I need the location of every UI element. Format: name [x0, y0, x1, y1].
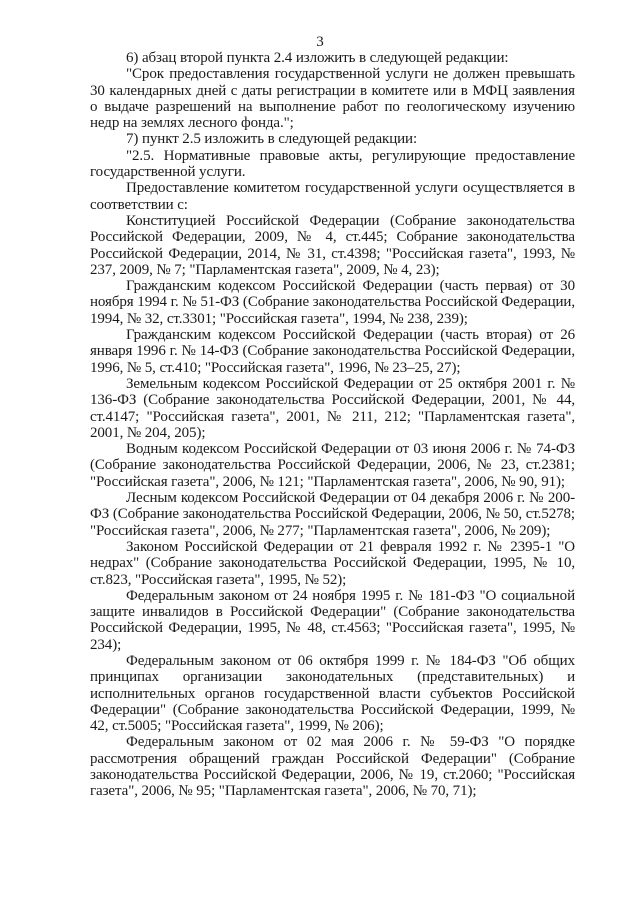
legal-act-civil-code-part2: Гражданским кодексом Российской Федерации (часть вторая) от 26 января 1996 г. № 14-ФЗ (Собрание законодательства Российской Федерации, 1996, № 5, ст.410; "Российская газета", 1996, № 23–25, 27);	[90, 327, 575, 376]
document-body	[90, 50, 575, 800]
legal-act-constitution: Конституцией Российской Федерации (Собрание законодательства Российской Федерации, 2009, № 4, ст.445; Собрание законодательства Российской Федерации, 2014, № 31, ст.4398; "Российская газета", 1993, № 237, 2009, № 7; "Парламентская газета", 2009, № 4, 23);	[90, 212, 575, 278]
legal-act-land-code: Земельным кодексом Российской Федерации от 25 октября 2001 г. № 136-ФЗ (Собрание законодательства Российской Федерации, 2001, № 44, ст.4147; "Российская газета", 2001, № 211, 212; "Парламентская газета", 2001, № 204, 205);	[90, 375, 575, 441]
service-deadline-text: "Срок предоставления государственной услуги не должен превышать 30 календарных дней с даты регистрации в комитете или в МФЦ заявления о выдаче разрешений на выполнение работ по геологическому изучению недр на землях лесного фонда.";	[90, 66, 575, 132]
page-number: 3	[316, 34, 324, 50]
legal-act-forest-code: Лесным кодексом Российской Федерации от 04 декабря 2006 г. № 200-ФЗ (Собрание законодательства Российской Федерации, 2006, № 50, ст.5278; "Российская газета", 2006, № 277; "Парламентская газета", 2006, № 209);	[90, 490, 575, 539]
legal-act-civil-code-part1: Гражданским кодексом Российской Федерации (часть первая) от 30 ноября 1994 г. № 51-ФЗ (Собрание законодательства Российской Федерации, 1994, № 32, ст.3301; "Российская газета", 1994, № 238, 239);	[90, 278, 575, 327]
legal-act-subsoil-law: Законом Российской Федерации от 21 февраля 1992 г. № 2395-1 "О недрах" (Собрание законодательства Российской Федерации, 1995, № 10, ст.823, "Российская газета", 1995, № 52);	[90, 538, 575, 588]
legal-act-disabled-protection: Федеральным законом от 24 ноября 1995 г. № 181-ФЗ "О социальной защите инвалидов в Российской Федерации" (Собрание законодательства Российской Федерации, 1995, № 48, ст.4563; "Российская газета", 1995, № 234);	[90, 587, 575, 653]
amendment-item-6: 6) абзац второй пункта 2.4 изложить в следующей редакции:	[126, 50, 509, 66]
section-2-5-heading: "2.5. Нормативные правовые акты, регулирующие предоставление государственной услуги.	[90, 147, 575, 181]
legal-basis-intro: Предоставление комитетом государственной услуги осуществляется в соответствии с:	[90, 180, 575, 213]
legal-act-water-code: Водным кодексом Российской Федерации от 03 июня 2006 г. № 74-ФЗ (Собрание законодательства Российской Федерации, 2006, № 23, ст.2381; "Российская газета", 2006, № 121; "Парламентская газета", 2006, № 90, 91);	[90, 441, 575, 490]
amendment-item-7: 7) пункт 2.5 изложить в следующей редакции:	[126, 131, 418, 148]
legal-act-citizen-appeals: Федеральным законом от 02 мая 2006 г. № 59-ФЗ "О порядке рассмотрения обращений граждан Российской Федерации" (Собрание законодательства Российской Федерации, 2006, № 19, ст.2060; "Российская газета", 2006, № 95; "Парламентская газета", 2006, № 70, 71);	[90, 734, 575, 800]
legal-act-general-principles: Федеральным законом от 06 октября 1999 г. № 184-ФЗ "Об общих принципах организации законодательных (представительных) и исполнительных органов государственной власти субъектов Российской Федерации" (Собрание законодательства Российской Федерации, 1999, № 42, ст.5005; "Российская газета", 1999, № 206);	[90, 652, 575, 735]
